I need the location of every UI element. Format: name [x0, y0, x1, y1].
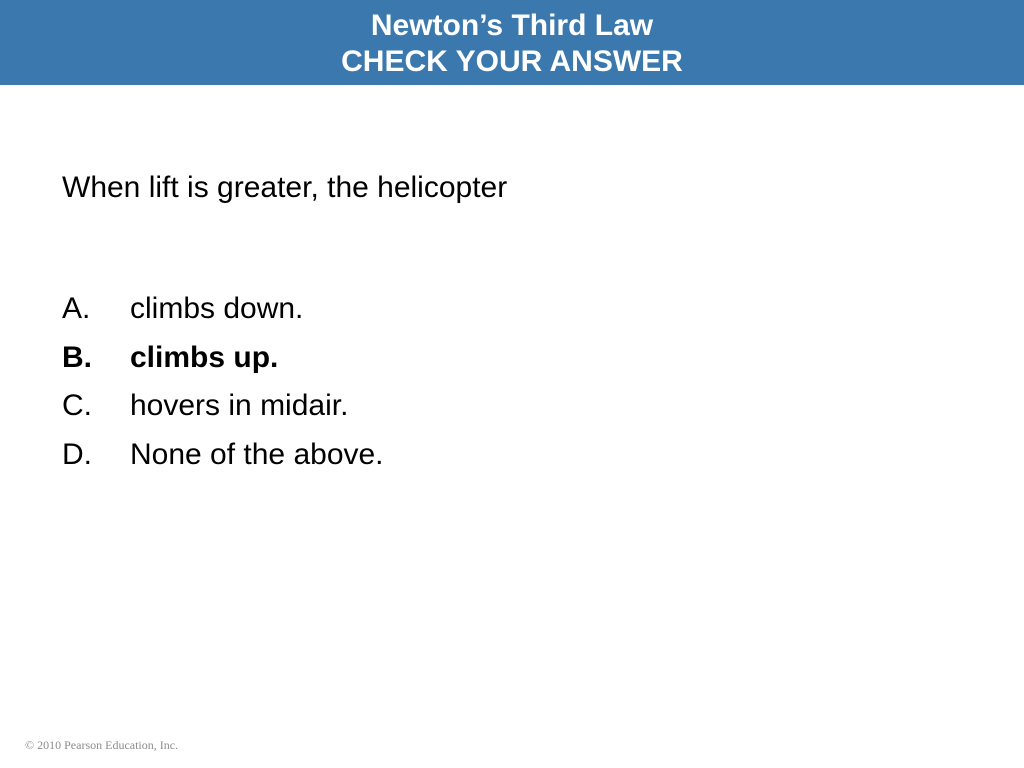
option-text: None of the above. [130, 437, 384, 471]
option-text: hovers in midair. [130, 389, 349, 422]
copyright-notice: © 2010 Pearson Education, Inc. [25, 738, 179, 752]
option-letter: B. [62, 340, 92, 374]
answer-option-a [62, 291, 384, 340]
answer-option-d [62, 437, 384, 486]
title-banner [0, 0, 1024, 85]
answer-option-b-correct [62, 340, 384, 389]
question-text: When lift is greater, the helicopter [62, 171, 508, 204]
option-letter: A. [62, 292, 91, 325]
option-letter: D. [62, 437, 92, 471]
answer-options-list [62, 291, 384, 485]
answer-option-c [62, 388, 384, 437]
option-text: climbs down. [130, 292, 304, 325]
option-text: climbs up. [130, 340, 279, 374]
slide-subtitle: CHECK YOUR ANSWER [341, 44, 683, 78]
slide-title: Newton’s Third Law [370, 8, 654, 42]
option-letter: C. [62, 389, 92, 422]
